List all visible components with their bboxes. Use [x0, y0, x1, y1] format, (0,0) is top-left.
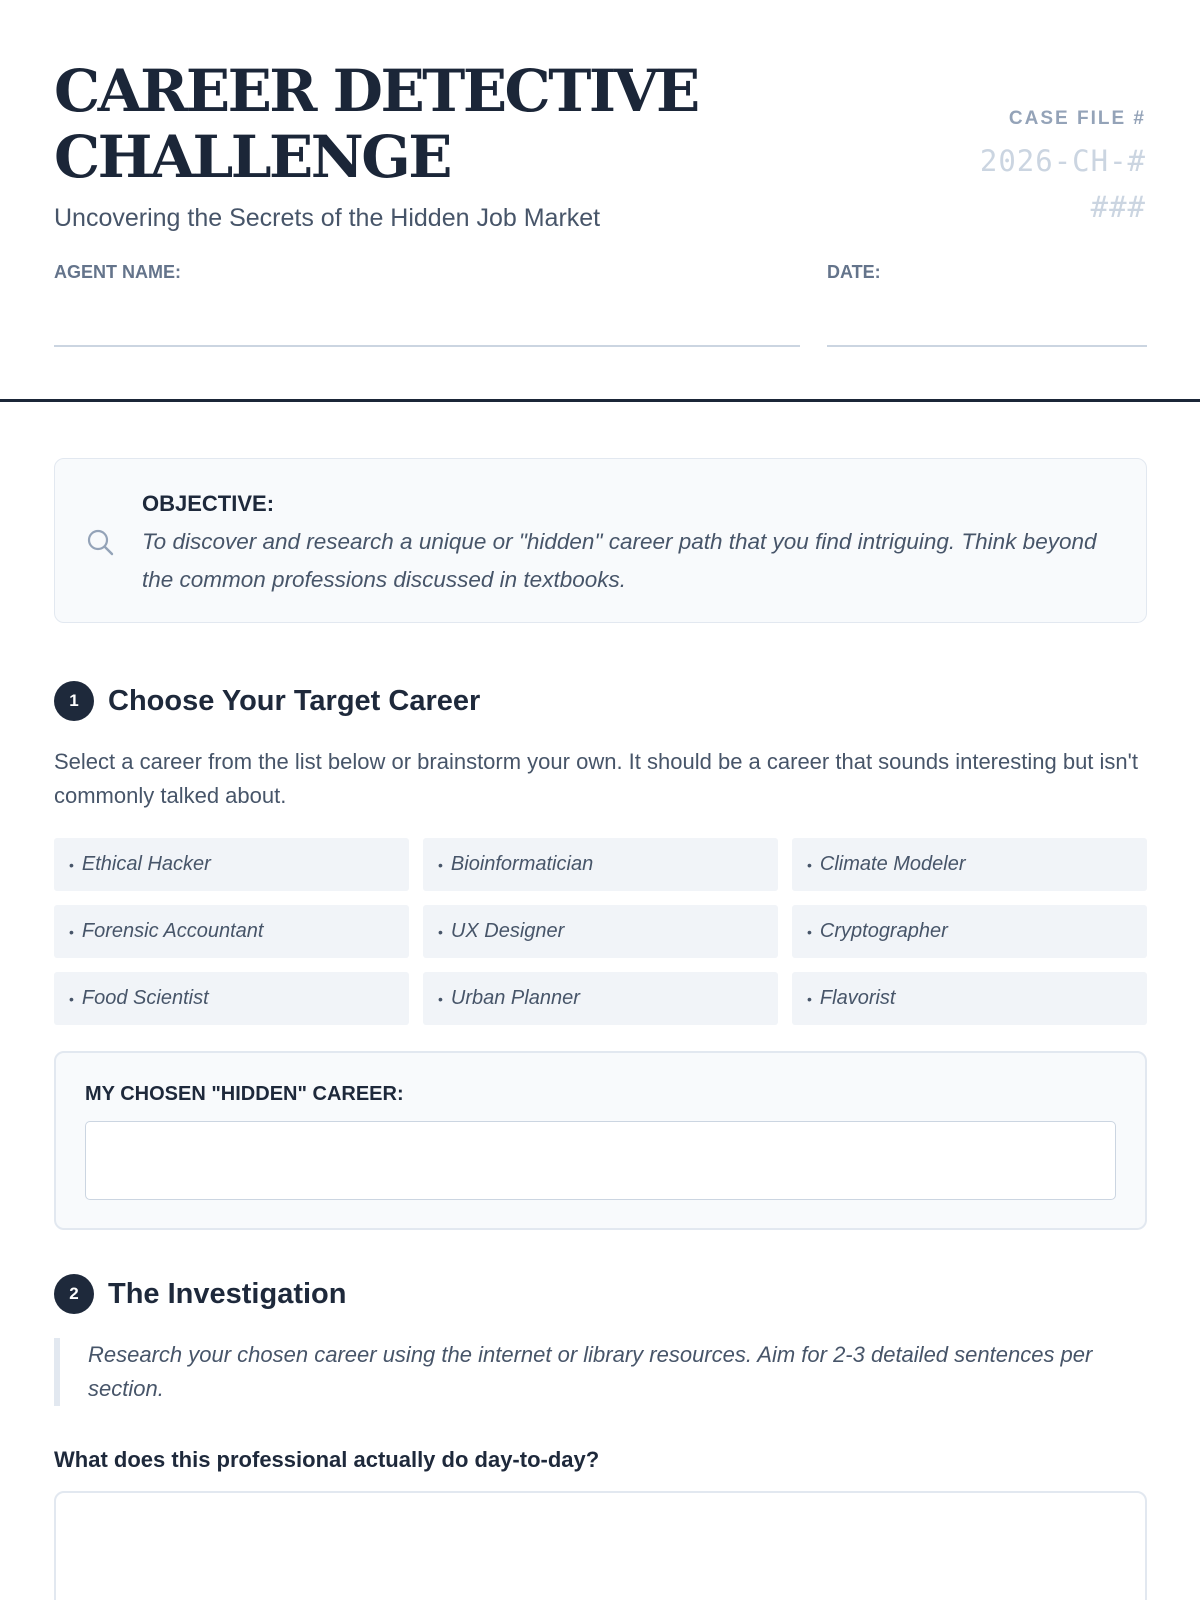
bullet-icon: •	[438, 856, 443, 873]
career-chip[interactable]	[792, 972, 1147, 1025]
objective-title: OBJECTIVE:	[142, 491, 275, 516]
career-chip[interactable]	[54, 905, 409, 958]
chosen-career-label: MY CHOSEN "HIDDEN" CAREER:	[85, 1083, 404, 1105]
career-chip[interactable]	[792, 905, 1147, 958]
section-1-title: Choose Your Target Career	[108, 684, 481, 717]
career-chip-label: Bioinformatician	[450, 853, 594, 875]
section-2-number: 2	[54, 1274, 94, 1314]
case-file-label: CASE FILE #	[1008, 108, 1146, 129]
objective-panel	[54, 458, 1147, 623]
section-2-title: The Investigation	[108, 1277, 347, 1310]
career-chip-label: Urban Planner	[450, 987, 580, 1009]
section-1-heading	[54, 681, 480, 721]
career-chip[interactable]	[423, 838, 778, 891]
date-label: DATE:	[827, 262, 881, 282]
career-chip-label: Ethical Hacker	[81, 853, 211, 875]
agent-name-label: AGENT NAME:	[54, 262, 181, 282]
career-options	[54, 838, 1147, 1025]
career-chip-label: Forensic Accountant	[81, 920, 264, 942]
bullet-icon: •	[438, 990, 443, 1007]
bullet-icon: •	[69, 923, 74, 940]
career-chip[interactable]	[423, 972, 778, 1025]
bullet-icon: •	[807, 990, 812, 1007]
case-file-number: 2026-CH-####	[979, 144, 1146, 224]
bullet-icon: •	[807, 856, 812, 873]
header-divider	[0, 399, 1200, 402]
bullet-icon: •	[438, 923, 443, 940]
case-file	[976, 108, 1146, 230]
career-chip-label: Climate Modeler	[819, 853, 966, 875]
section-1-number: 1	[54, 681, 94, 721]
career-chip-label: Cryptographer	[819, 920, 948, 942]
career-chip-label: UX Designer	[450, 920, 565, 942]
agent-name-field[interactable]	[54, 262, 181, 283]
question-day-to-day-label: What does this professional actually do day-to-day?	[54, 1447, 600, 1472]
page-subtitle: Uncovering the Secrets of the Hidden Job Market	[54, 204, 601, 232]
date-field[interactable]	[827, 262, 881, 283]
agent-name-line[interactable]	[54, 345, 800, 347]
bullet-icon: •	[69, 990, 74, 1007]
career-chip-label: Flavorist	[819, 987, 896, 1009]
objective-text: To discover and research a unique or "hidden" career path that you find intriguing. Think beyond the common professions discussed in textbooks.	[142, 529, 1097, 592]
bullet-icon: •	[807, 923, 812, 940]
date-line[interactable]	[827, 345, 1147, 347]
career-chip[interactable]	[54, 838, 409, 891]
career-chip-label: Food Scientist	[81, 987, 209, 1009]
section-1-description: Select a career from the list below or brainstorm your own. It should be a career that sounds interesting but isn't commonly talked about.	[54, 749, 1138, 808]
investigation-instructions: Research your chosen career using the internet or library resources. Aim for 2-3 detailed sentences per section.	[54, 1338, 1147, 1406]
chosen-career-input[interactable]	[85, 1121, 1116, 1200]
chosen-career-panel	[54, 1051, 1147, 1230]
career-chip[interactable]	[54, 972, 409, 1025]
page-title: CAREER DETECTIVE CHALLENGE	[54, 57, 698, 191]
bullet-icon: •	[69, 856, 74, 873]
search-icon	[85, 527, 115, 557]
career-chip[interactable]	[792, 838, 1147, 891]
career-chip[interactable]	[423, 905, 778, 958]
section-2-heading	[54, 1274, 346, 1314]
question-day-to-day-answer[interactable]	[54, 1491, 1147, 1600]
worksheet-header	[54, 58, 1146, 233]
